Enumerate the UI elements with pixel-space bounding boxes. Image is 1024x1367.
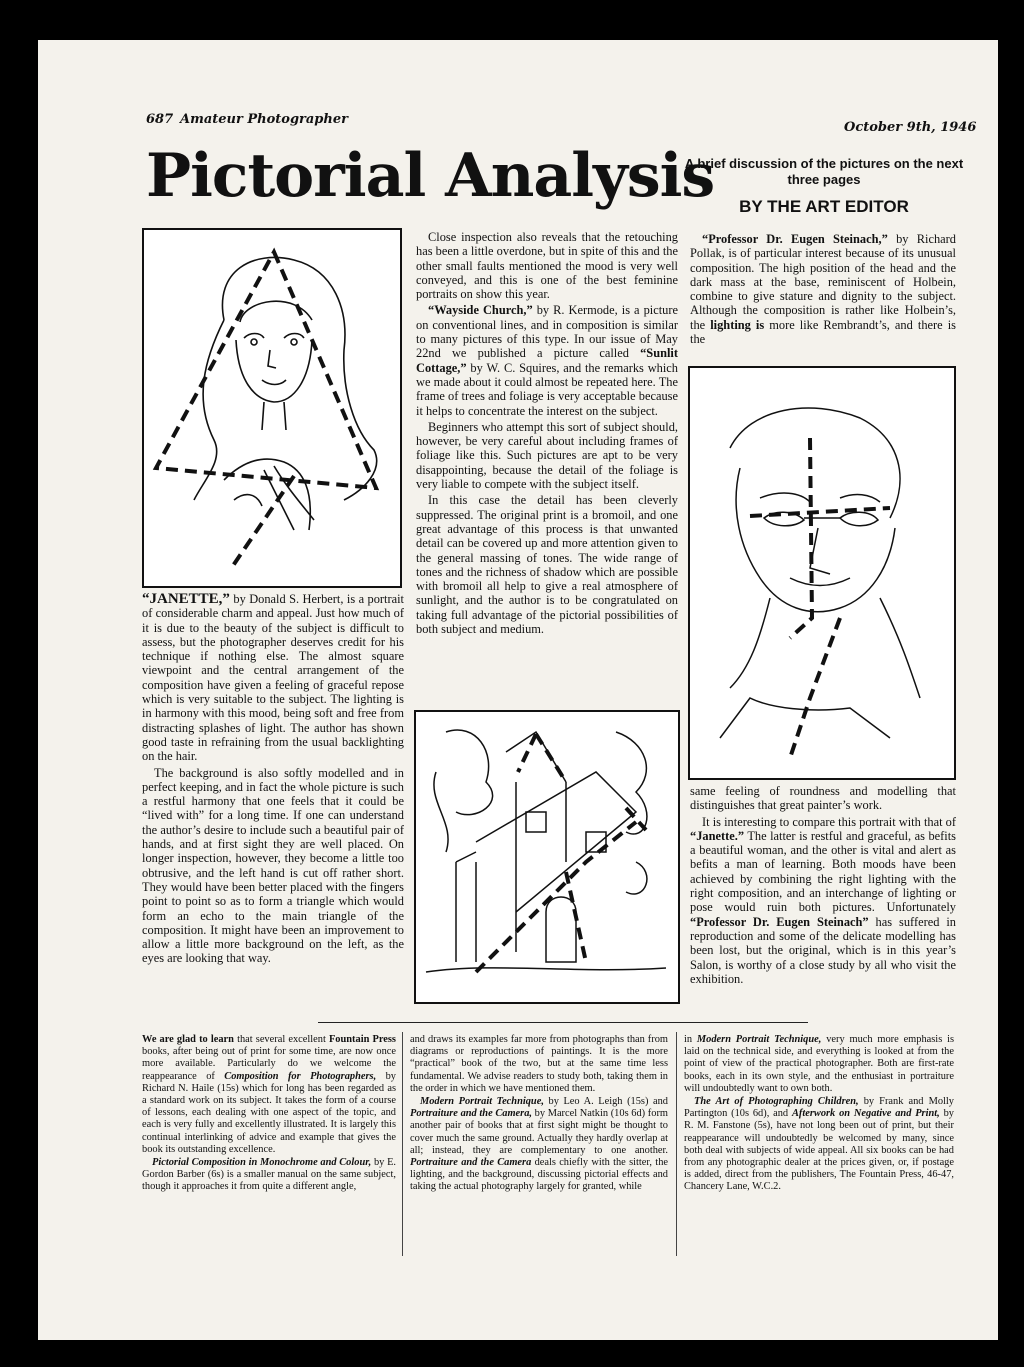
- footer-column-1: [142, 1034, 396, 1195]
- footer-lead: We are glad to learn: [142, 1034, 234, 1045]
- footer-c1d: Composition for Photographers,: [224, 1070, 377, 1082]
- column-3-top: [690, 232, 956, 348]
- wayside-church-title: “Wayside Church,”: [428, 303, 533, 318]
- col3-para-2: same feeling of roundness and modelling that distinguishes that great painter’s work.: [690, 784, 956, 813]
- footer-c1f: Pictorial Composition in Monochrome and Colour,: [152, 1157, 372, 1169]
- janette-composition-diagram: [142, 228, 402, 588]
- col3-para-3c: The latter is restful and graceful, as befits a beautiful woman, and the other is vital and alert as befits a man of learning. Both moods have been achieved by combining the right lighting with the right composition, and an interchange of lighting or pose would ruin both pictures. Unfortunately: [690, 828, 956, 915]
- page-number: 687: [146, 112, 174, 127]
- col3-para-3d: “Professor Dr. Eugen Steinach”: [690, 914, 869, 929]
- col1-para-2: The background is also softly modelled and in perfect keeping, and in fact the whole picture is such a restful harmony that one feels that it could be “lived with” for a long time. If one can understand the author’s desire to include such a beautiful pair of hands, and at first sight they are well placed. On longer inspection, however, they become a little too obtrusive, and the left hand is cut off rather short. They would have been better placed with the fingers point to point so as to form a triangle which would form an echo to the main triangle of the composition. It might have been an improvement to allow a little more background on the left, as the eyes are looking that way.: [142, 765, 404, 966]
- wayside-church-composition-diagram: [414, 710, 680, 1004]
- publication-name: Amateur Photographer: [180, 112, 348, 127]
- footer-c3a: in: [684, 1034, 697, 1045]
- col3-para-1c: more like Rembrandt’s, and there is the: [690, 317, 956, 347]
- article-title: Pictorial Analysis: [146, 141, 715, 211]
- janette-sketch: [144, 230, 400, 586]
- footer-c3g: by R. M. Fanstone (5s), have not long been out of print, but their reappearance will undoubtedly be welcomed by many, since both deal with subjects of wide appeal. All six books can be had from any photographic dealer at the prices given, or, if postage is added, direct from the publishers, The Fountain Press, 46-47, Chancery Lane, W.C.2.: [684, 1108, 954, 1193]
- footer-c1a: that several excellent: [233, 1034, 329, 1045]
- footer-column-2: [410, 1034, 668, 1195]
- byline: BY THE ART EDITOR: [739, 197, 909, 216]
- article-subtitle: A brief discussion of the pictures on the next three pages: [684, 156, 964, 187]
- magazine-page: [38, 40, 998, 1340]
- col3-para-3b: “Janette.”: [690, 828, 745, 843]
- col2-para-1: Close inspection also reveals that the retouching has been a little overdone, but in spite of this and the other small faults mentioned the mood is very well conveyed, and this is one of the best feminine portraits on show this year.: [416, 230, 678, 302]
- column-rule-1: [402, 1032, 403, 1256]
- footer-c3c: very much more emphasis is laid on the technical side, and everything is looked at from the point of view of the practical photographer. Both are first-rate books, each in its own style, and the enthusiast in portraiture will undoubtedly want to own both.: [684, 1034, 954, 1094]
- footer-c2b: Modern Portrait Technique,: [420, 1096, 544, 1108]
- footer-c2e: by Marcel Natkin (10s 6d) form another pair of books that at first sight might be thought to cover much the same ground. Actually they hardly overlap at all; instead, they are complementary to one another.: [410, 1108, 668, 1156]
- column-rule-2: [676, 1032, 677, 1256]
- col2-para-2a: by R. Kermode, is a picture on conventional lines, and in composition is similar to many pictures of this type. In our issue of May 22nd we published a picture called: [416, 303, 678, 361]
- col3-para-1b: lighting is: [710, 317, 765, 332]
- column-2: [416, 230, 678, 638]
- footer-c2f: Portraiture and the Camera: [410, 1157, 532, 1169]
- footer-c2a: and draws its examples far more from photographs than from diagrams or reproductions of paintings. It is the more “practical” book of the two, but at the same time less fundamental. We advise readers to study both, taking them in the order in which we have mentioned them.: [410, 1034, 668, 1094]
- col2-para-4: In this case the detail has been cleverly suppressed. The original print is a bromoil, and one great advantage of this process is that unwanted detail can be covered up and more attention given to the general massing of tones. The wide range of tones and the richness of shadow which are possible with bromoil all help to give a real atmosphere of sunlight, and the author is to be congratulated on taking full advantage of the pictorial possibilities of both subject and medium.: [416, 493, 678, 637]
- footer-c2c: by Leo A. Leigh (15s) and: [543, 1096, 668, 1108]
- footer-c3f: Afterwork on Negative and Print,: [791, 1108, 940, 1120]
- professor-sketch: [690, 368, 954, 778]
- col2-para-2c: by W. C. Squires, and the remarks which we made about it could almost be repeated here. The frame of trees and foliage is very acceptable because it helps to concentrate the interest on the subject.: [416, 360, 678, 418]
- col1-para-1: by Donald S. Herbert, is a portrait of considerable charm and appeal. Just how much of it is due to the beauty of the subject is difficult to assess, but the photographer deserves credit for his technique if nothing else. The almost square viewpoint and the central arrangement of the composition have given a feeling of graceful repose which is very suitable to the subject. The lighting is in harmony with this mood, being soft and free from distracting splashes of light. The author has shown good taste in refraining from the usual backlighting on the hair.: [142, 592, 404, 764]
- issue-date: October 9th, 1946: [844, 120, 977, 135]
- steinach-title: “Professor Dr. Eugen Steinach,”: [702, 232, 888, 246]
- footer-column-3: [684, 1034, 954, 1195]
- footer-c3e: by Frank and Molly Partington (10s 6d), and: [684, 1096, 954, 1120]
- footer-c1c: books, after being out of print for some time, are now once more available. Particularly do we welcome the reappearance of: [142, 1046, 396, 1082]
- col3-para-1a: by Richard Pollak, is of particular interest because of its unusual composition. The high position of the head and the dark mass at the base, reminiscent of Holbein, combine to give stature and dignity to the subject. Although the composition is rather like Holbein’s, the: [690, 232, 956, 332]
- column-1: [142, 592, 404, 968]
- column-3-bottom: [690, 784, 956, 988]
- church-sketch: [416, 712, 678, 1002]
- sunlit-cottage-title: “Sunlit Cottage,”: [416, 346, 678, 375]
- col3-para-3e: has suffered in reproduction and some of the delicate modelling has been lost, but the original, which is in this year’s Salon, is worthy of a close study by all who visit the exhibition.: [690, 914, 956, 986]
- footer-c2g: deals chiefly with the sitter, the lighting, and the background, discussing pictorial effects and taking the actual photography largely for granted, while: [410, 1157, 668, 1193]
- footer-c3d: The Art of Photographing Children,: [694, 1096, 859, 1108]
- footer-c1e: by Richard N. Haile (15s) which for long has been regarded as a standard work on its subject. It takes the form of a course of lessons, each dealing with one aspect of the topic, and each is very fully and excellently illustrated. It is largely this continual interlinking of advice and example that gives the book its outstanding excellence.: [142, 1070, 397, 1155]
- footer-c1g: by E. Gordon Barber (6s) is a smaller manual on the same subject, though it approaches it from quite a different angle,: [142, 1157, 397, 1193]
- footer-c2d: Portraiture and the Camera,: [410, 1108, 532, 1120]
- footer-c3b: Modern Portrait Technique,: [696, 1034, 822, 1045]
- section-divider: [318, 1022, 808, 1023]
- col3-para-3a: It is interesting to compare this portrait with that of: [702, 814, 956, 829]
- col2-para-3: Beginners who attempt this sort of subject should, however, be very careful about including frames of foliage like this. Such pictures are apt to be very disappointing, because the detail of the foliage is very liable to compete with the subject itself.: [416, 419, 678, 492]
- footer-c1b: Fountain Press: [328, 1034, 396, 1045]
- steinach-composition-diagram: [688, 366, 956, 780]
- janette-title: “JANETTE,”: [142, 591, 230, 607]
